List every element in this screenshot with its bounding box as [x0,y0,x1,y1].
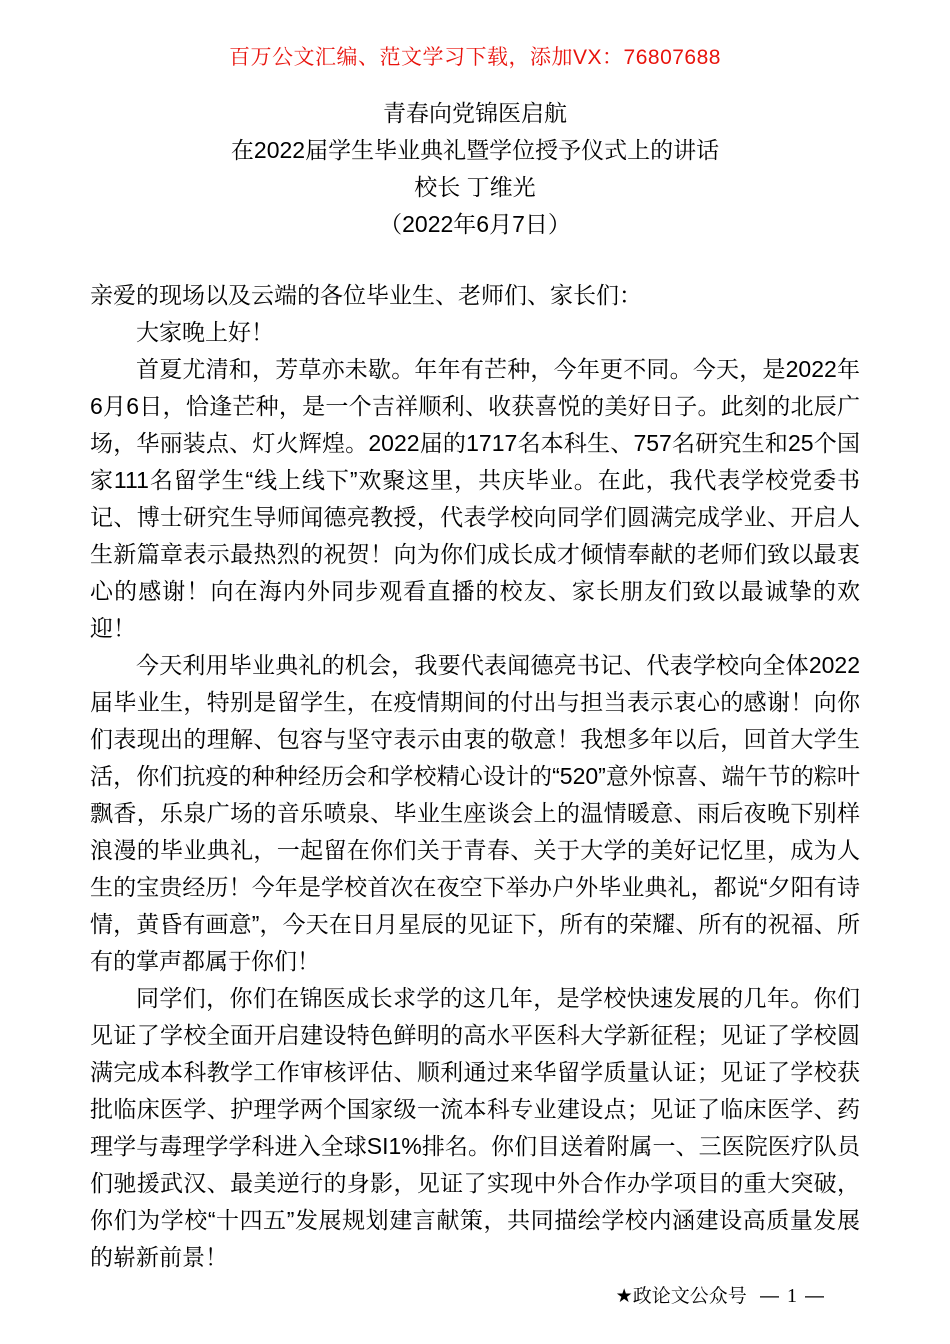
speaker-line: 校长 丁维光 [414,174,536,200]
footer-source-label: 政论文公众号 [632,1286,747,1307]
document-body [90,277,860,1276]
paragraph-opening: 首夏尤清和，芳草亦未歇。年年有芒种，今年更不同。今天，是2022年6月6日，恰逢芒种，是一个吉祥顺利、收获喜悦的美好日子。此刻的北辰广场，华丽装点、灯火辉煌。2022届的1717名本科生、757名研究生和25个国家111名留学生“线上线下”欢聚这里，共庆毕业。在此，我代表学校党委书记、博士研究生导师闻德亮教授，代表学校向同学们圆满完成学业、开启人生新篇章表示最热烈的祝贺！向为你们成长成才倾情奉献的老师们致以最衷心的感谢！向在海内外同步观看直播的校友、家长朋友们致以最诚挚的欢迎！ [90,356,860,641]
title-block [90,95,860,243]
page-footer [616,1285,832,1308]
date-line: （2022年6月7日） [379,211,571,237]
star-icon: ★ [615,1286,633,1307]
paragraph-greeting: 大家晚上好！ [136,319,274,345]
promo-banner-text: 百万公文汇编、范文学习下载，添加VX：76807688 [229,46,721,69]
salutation: 亲爱的现场以及云端的各位毕业生、老师们、家长们： [90,282,642,308]
page-number-dash-left: — [760,1286,779,1307]
paragraph-thanks: 今天利用毕业典礼的机会，我要代表闻德亮书记、代表学校向全体2022届毕业生，特别是留学生，在疫情期间的付出与担当表示衷心的感谢！向你们表现出的理解、包容与坚守表示由衷的敬意！我想多年以后，回首大学生活，你们抗疫的种种经历会和学校精心设计的“520”意外惊喜、端午节的粽叶飘香，乐泉广场的音乐喷泉、毕业生座谈会上的温情暖意、雨后夜晚下别样浪漫的毕业典礼，一起留在你们关于青春、关于大学的美好记忆里，成为人生的宝贵经历！今年是学校首次在夜空下举办户外毕业典礼，都说“夕阳有诗情，黄昏有画意”，今天在日月星辰的见证下，所有的荣耀、所有的祝福、所有的掌声都属于你们！ [90,652,860,974]
paragraph-school-development: 同学们，你们在锦医成长求学的这几年，是学校快速发展的几年。你们见证了学校全面开启建设特色鲜明的高水平医科大学新征程；见证了学校圆满完成本科教学工作审核评估、顺利通过来华留学质量认证；见证了学校获批临床医学、护理学两个国家级一流本科专业建设点；见证了临床医学、药理学与毒理学学科进入全球SI1%排名。你们目送着附属一、三医院医疗队员们驰援武汉、最美逆行的身影，见证了实现中外合作办学项目的重大突破，你们为学校“十四五”发展规划建言献策，共同描绘学校内涵建设高质量发展的崭新前景！ [90,985,860,1270]
page-number-dash-right: — [805,1286,824,1307]
doc-title: 青春向党锦医启航 [383,100,567,126]
doc-subtitle: 在2022届学生毕业典礼暨学位授予仪式上的讲话 [230,137,720,163]
page-number: 1 [787,1285,797,1307]
